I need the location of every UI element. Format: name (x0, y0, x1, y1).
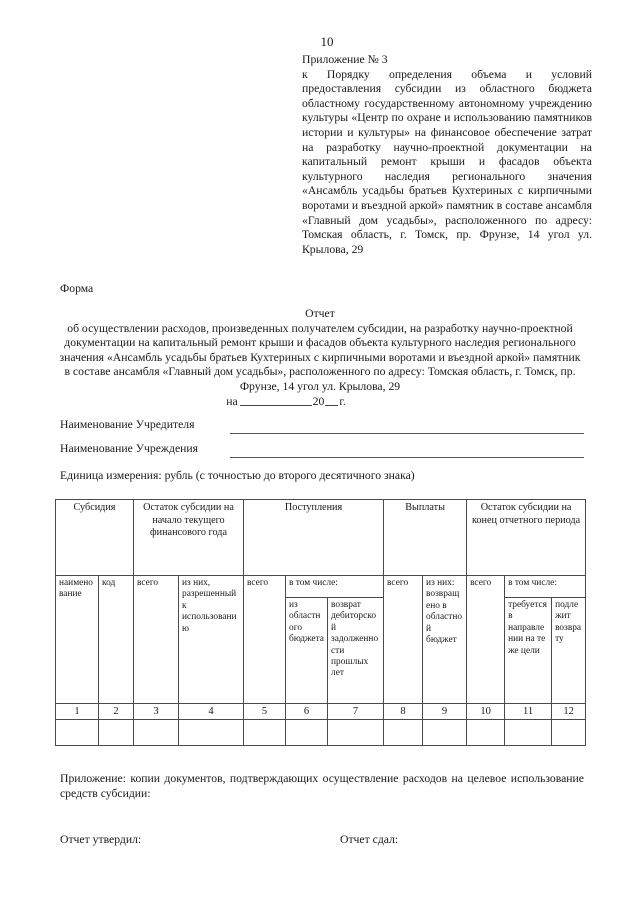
column-number: 11 (505, 704, 552, 720)
column-number: 8 (384, 704, 423, 720)
report-table (55, 499, 586, 746)
table-cell[interactable] (99, 720, 134, 746)
table-subheader-row-1 (56, 576, 586, 598)
report-heading: Отчет (305, 307, 335, 320)
subheader-name: наименование (56, 576, 99, 704)
report-approved-by-label: Отчет утвердил: (60, 833, 142, 846)
column-number: 10 (467, 704, 505, 720)
column-number: 9 (423, 704, 467, 720)
report-table-wrapper (55, 499, 585, 746)
date-prefix: на (226, 395, 238, 408)
column-number: 12 (552, 704, 586, 720)
date-year: 20 (312, 395, 325, 408)
appendix-label: Приложение № 3 (302, 53, 388, 66)
report-title-block (56, 307, 584, 395)
table-cell[interactable] (56, 720, 99, 746)
group-header-subsidy: Субсидия (56, 500, 134, 576)
subheader-total-balance-end: всего (467, 576, 505, 704)
unit-of-measure-note: Единица измерения: рубль (с точностью до второго десятичного знака) (60, 469, 415, 482)
subheader-code: код (99, 576, 134, 704)
attachment-note: Приложение: копии документов, подтверждающих осуществление расходов на целевое использование средств субсидии: (60, 772, 584, 800)
subheader-total-receipts: всего (244, 576, 286, 704)
subheader-return-receivables: возврат дебиторской задолженности прошлых лет (328, 598, 384, 704)
table-cell[interactable] (384, 720, 423, 746)
column-number: 4 (179, 704, 244, 720)
table-column-number-row (56, 704, 586, 720)
subheader-including-receipts: в том числе: (286, 576, 384, 598)
institution-input-rule[interactable] (230, 457, 584, 458)
table-cell[interactable] (505, 720, 552, 746)
subheader-including-balance-end: в том числе: (505, 576, 586, 598)
page-number: 10 (320, 34, 334, 49)
table-cell[interactable] (134, 720, 179, 746)
subheader-returned-to-budget: из них: возвращено в областной бюджет (423, 576, 467, 704)
date-year-blank-field[interactable] (325, 405, 338, 406)
founder-field-label: Наименование Учредителя (60, 418, 195, 431)
group-header-balance-start: Остаток субсидии на начало текущего финансового года (134, 500, 244, 576)
subheader-to-be-returned: подлежит возврату (552, 598, 586, 704)
table-cell[interactable] (286, 720, 328, 746)
table-cell[interactable] (552, 720, 586, 746)
founder-input-rule[interactable] (230, 433, 584, 434)
appendix-text: к Порядку определения объема и условий предоставления субсидии из областного бюджета областному государственному автономному учреждению культуры «Центр по охране и использованию памятников истории и культуры» на финансовое обеспечение затрат на разработку научно-проектной документации на капитальный ремонт крыши и фасадов объекта культурного наследия регионального значения «Ансамбль усадьбы братьев Кухтериных с кирпичными воротами и въездной аркой» памятник в составе ансамбля «Главный дом усадьбы», расположенного по адресу: Томская область, г. Томск, пр. Фрунзе, 14 угол ул. Крылова, 29 (302, 67, 592, 256)
group-header-payments: Выплаты (384, 500, 467, 576)
institution-field-label: Наименование Учреждения (60, 442, 199, 455)
date-blank-field[interactable] (240, 405, 312, 406)
column-number: 2 (99, 704, 134, 720)
date-suffix: г. (339, 395, 346, 408)
subheader-total-balance-start: всего (134, 576, 179, 704)
table-group-header-row (56, 500, 586, 576)
form-label: Форма (60, 282, 94, 295)
appendix-block (302, 53, 592, 257)
group-header-balance-end: Остаток субсидии на конец отчетного периода (467, 500, 586, 576)
table-cell[interactable] (423, 720, 467, 746)
table-cell[interactable] (467, 720, 505, 746)
group-header-receipts: Поступления (244, 500, 384, 576)
column-number: 6 (286, 704, 328, 720)
subheader-allowed-for-use: из них, разрешенный к использованию (179, 576, 244, 704)
column-number: 7 (328, 704, 384, 720)
report-submitted-by-label: Отчет сдал: (340, 833, 399, 846)
report-subtitle: об осуществлении расходов, произведенных получателем субсидии, на разработку научно-проектной документации на капитальный ремонт крыши и фасадов объекта культурного наследия регионального значения «Ансамбль усадьбы братьев Кухтериных с кирпичными воротами и въездной аркой» памятник в составе ансамбля «Главный дом усадьбы», расположенного по адресу: Томская область, г. Томск, пр. Фрунзе, 14 угол ул. Крылова, 29 (59, 321, 581, 393)
report-date-line (56, 395, 516, 409)
table-row (56, 720, 586, 746)
table-cell[interactable] (328, 720, 384, 746)
column-number: 3 (134, 704, 179, 720)
column-number: 5 (244, 704, 286, 720)
subheader-from-regional-budget: из областного бюджета (286, 598, 328, 704)
table-cell[interactable] (179, 720, 244, 746)
column-number: 1 (56, 704, 99, 720)
subheader-total-payments: всего (384, 576, 423, 704)
subheader-same-purposes: требуется в направлении на те же цели (505, 598, 552, 704)
table-cell[interactable] (244, 720, 286, 746)
